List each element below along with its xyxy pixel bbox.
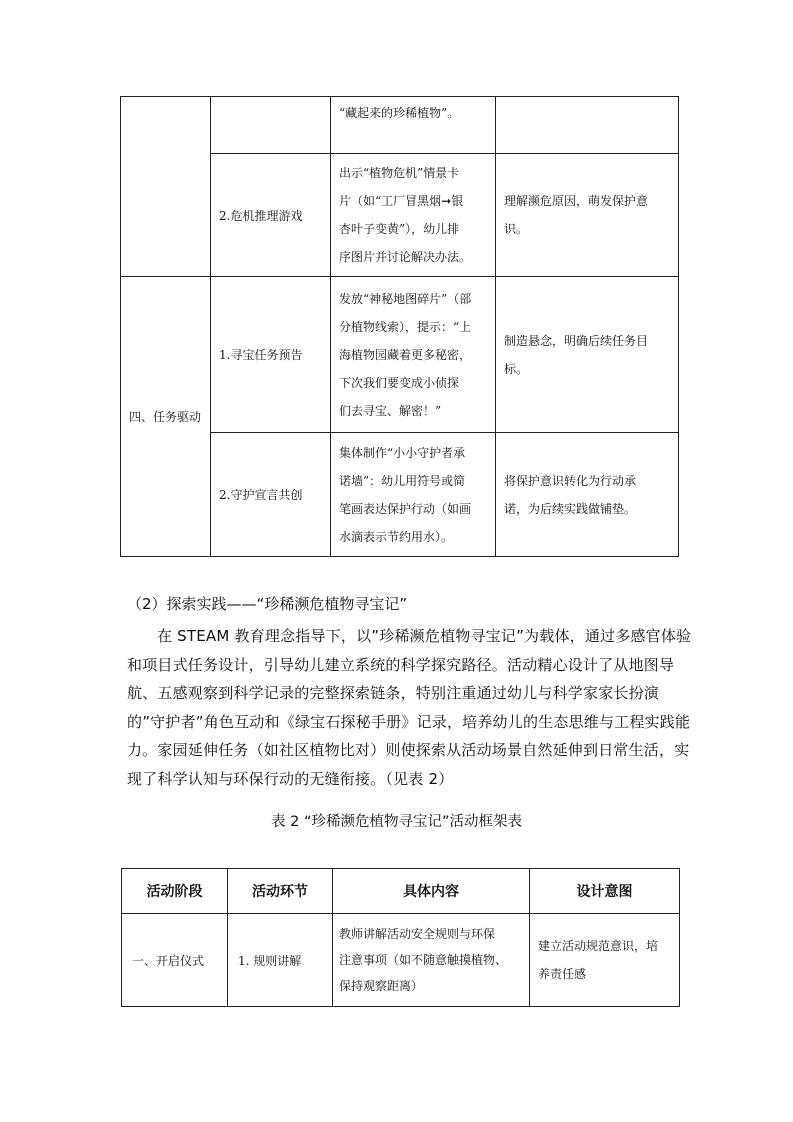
segment-cell: 1. 规则讲解 <box>228 914 333 1007</box>
intent-cell: 制造悬念，明确后续任务目 标。 <box>496 277 679 433</box>
stage-cell: 一、开启仪式 <box>122 914 228 1007</box>
segment-cell: 1.寻宝任务预告 <box>211 277 331 433</box>
content-cell: 出示“植物危机”情景卡 片（如“工厂冒黑烟➞银 杏叶子变黄”），幼儿排 序图片并讨论解决办法。 <box>331 154 496 277</box>
section-heading: （2）探索实践——“珍稀濒危植物寻宝记” <box>127 595 408 613</box>
intent-cell-empty <box>496 97 679 154</box>
segment-cell: 2.危机推理游戏 <box>211 154 331 277</box>
header-intent: 设计意图 <box>530 869 680 914</box>
header-segment: 活动环节 <box>228 869 333 914</box>
content-cell: 发放“神秘地图碎片”（部 分植物线索），提示：“上 海植物园藏着更多秘密， 下次我们要变成小侦探 们去寻宝、解密！” <box>331 277 496 433</box>
intent-cell: 建立活动规范意识，培 养责任感 <box>530 914 680 1007</box>
header-stage: 活动阶段 <box>122 869 228 914</box>
body-paragraph: 在 STEAM 教育理念指导下，以”珍稀濒危植物寻宝记”为载体，通过多感官体验和项目式任务设计，引导幼儿建立系统的科学探究路径。活动精心设计了从地图导航、五感观察到科学记录的完整探索链条，特别注重通过幼儿与科学家家长扮演的”守护者”角色互动和《绿宝石探秘手册》记录，培养幼儿的生态思维与工程实践能力。家园延伸任务（如社区植物比对）则使探索从活动场景自然延伸到日常生活，实现了科学认知与环保行动的无缝衔接。（见表 2） <box>127 627 692 788</box>
segment-cell: 2.守护宣言共创 <box>211 433 331 557</box>
intent-cell: 理解濒危原因，萌发保护意 识。 <box>496 154 679 277</box>
content-cell: 集体制作“小小守护者承 诺墙”：幼儿用符号或简 笔画表达保护行动（如画 水滴表示节约用水）。 <box>331 433 496 557</box>
intent-cell: 将保护意识转化为行动承 诺，为后续实践做铺垫。 <box>496 433 679 557</box>
segment-cell-empty <box>211 97 331 154</box>
content-cell: 教师讲解活动安全规则与环保 注意事项（如不随意触摸植物、 保持观察距离） <box>333 914 530 1007</box>
activity-framework-table <box>121 868 680 1007</box>
table-caption: 表 2 “珍稀濒危植物寻宝记”活动框架表 <box>271 814 522 830</box>
stage-cell: 四、任务驱动 <box>121 277 211 557</box>
activity-table-continued <box>120 96 679 557</box>
content-cell: “藏起来的珍稀植物”。 <box>331 97 496 154</box>
header-content: 具体内容 <box>333 869 530 914</box>
stage-cell-empty <box>121 97 211 277</box>
